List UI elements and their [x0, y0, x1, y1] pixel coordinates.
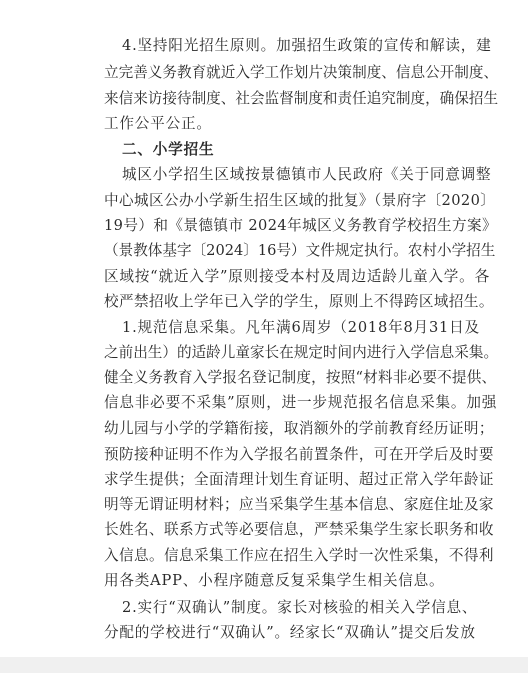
section-intro-line-2: 中心城区公办小学新生招生区域的批复》（景府字〔2020〕	[104, 192, 496, 209]
item-1-line-5: 幼儿园与小学的学籍衔接，取消额外的学前教育经历证明；	[104, 420, 494, 437]
paragraph-4-line-1: 4.坚持阳光招生原则。加强招生政策的宣传和解读，建	[122, 37, 492, 54]
section-intro-line-6: 校严禁招收上学年已入学的学生，原则上不得跨区域招生。	[104, 293, 494, 310]
item-1-line-2: 之前出生）的适龄儿童家长在规定时间内进行入学信息采集。	[104, 344, 499, 361]
item-1-line-8: 明等无谓证明材料；应当采集学生基本信息、家庭住址及家	[104, 496, 494, 513]
item-2-line-1: 2.实行“双确认”制度。家长对核验的相关入学信息、	[122, 599, 478, 616]
item-1-line-10: 入信息。信息采集工作应在招生入学时一次性采集，不得利	[104, 547, 494, 564]
section-heading: 二、小学招生	[122, 141, 215, 158]
paragraph-4-line-4: 工作公平公正。	[104, 115, 212, 132]
paragraph-4-line-2: 立完善义务教育就近入学工作划片决策制度、信息公开制度、	[104, 64, 499, 81]
item-1-line-7: 求学生提供；全面清理计划生育证明、超过正常入学年龄证	[104, 471, 494, 488]
section-intro-line-1: 城区小学招生区域按景德镇市人民政府《关于同意调整	[122, 166, 492, 183]
item-1-line-3: 健全义务教育入学报名登记制度，按照“材料非必要不提供、	[104, 369, 497, 386]
page-bottom-margin	[0, 657, 528, 673]
item-1-line-4: 信息非必要不采集”原则，进一步规范报名信息采集。加强	[104, 394, 498, 411]
paragraph-4-line-3: 来信来访接待制度、社会监督制度和责任追究制度，确保招生	[104, 90, 499, 107]
item-1-line-1: 1.规范信息采集。凡年满6周岁（2018年8月31日及	[122, 319, 480, 336]
section-intro-line-5: 区域按“就近入学”原则接受本村及周边适龄儿童入学。各	[104, 268, 490, 285]
item-1-line-11: 用各类APP、小程序随意反复采集学生相关信息。	[104, 572, 445, 589]
item-1-line-6: 预防接种证明不作为入学报名前置条件，可在开学后及时要	[104, 446, 494, 463]
item-2-line-2: 分配的学校进行“双确认”。经家长“双确认”提交后发放	[104, 624, 476, 641]
item-1-line-9: 长姓名、联系方式等必要信息，严禁采集学生家长职务和收	[104, 521, 494, 538]
section-intro-line-4: （景教体基字〔2024〕16号）文件规定执行。农村小学招生	[104, 242, 496, 259]
section-intro-line-3: 19号）和《景德镇市 2024年城区义务教育学校招生方案》	[104, 217, 498, 234]
